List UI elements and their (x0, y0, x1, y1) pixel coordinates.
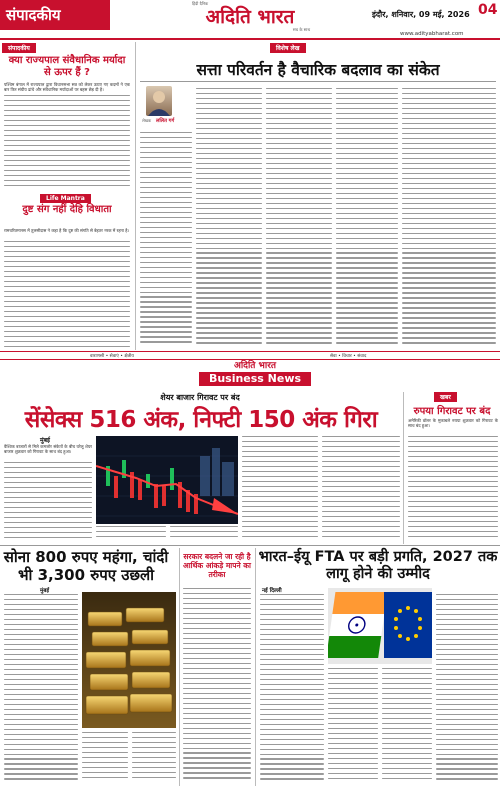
life-mantra-tab: Life Mantra (40, 194, 91, 203)
gold-body-col1 (4, 594, 78, 784)
masthead-brand (170, 1, 330, 31)
fta-body-col4 (436, 594, 498, 784)
website[interactable]: www.adityabharat.com (400, 31, 464, 37)
market-dateline: मुंबई (40, 437, 50, 444)
market-lead: वैश्विक बाजारों से मिले कमजोर संकेतों के बीच घरेलू शेयर बाजार शुक्रवार को गिरावट के साथ बंद हुआ। (4, 444, 92, 455)
market-body-col2 (96, 526, 166, 542)
section-title: संपादकीय (6, 6, 61, 24)
special-article-col2 (266, 88, 332, 346)
india-eu-flags-image (328, 588, 432, 664)
tax-body (183, 588, 251, 784)
rupee-divider (403, 392, 404, 544)
brand-small: हिंदी दैनिक (192, 1, 209, 6)
business-banner (185, 361, 325, 389)
masthead-rule (0, 38, 500, 40)
brand-logo: अदिति भारत (205, 6, 295, 28)
special-article-col3 (336, 88, 398, 346)
brand-tagline: सच के साथ (292, 27, 310, 32)
fta-dateline: नई दिल्ली (262, 588, 282, 594)
gold-body-col2 (82, 732, 128, 784)
market-chart-image (96, 436, 238, 524)
dateline: इंदौर, शनिवार, 09 मई, 2026 (372, 10, 470, 19)
gold-body-col3 (132, 732, 176, 784)
author-photo (146, 86, 172, 116)
tax-divider-right (255, 548, 256, 786)
market-kicker: शेयर बाजार गिरावट पर बंद (160, 393, 240, 402)
author-label: लेखक (142, 118, 152, 123)
footer-strip-right: सेवा • विचार • संवाद (330, 354, 367, 359)
author-name: ललित गर्ग (156, 118, 175, 124)
special-article-col0 (140, 132, 192, 346)
footer-strip (0, 351, 500, 360)
author-box (140, 86, 194, 128)
special-article-col4 (402, 88, 496, 346)
editorial-lead: पश्चिम बंगाल में राज्यपाल द्वारा विधानसभा सत्र को लेकर उठाए गए कदमों ने एक बार फिर संघीय ढांचे और संवैधानिक मर्यादाओं पर बहस छेड़ दी है। (4, 82, 130, 93)
market-headline: सेंसेक्स 516 अंक, निफ्टी 150 अंक गिरा (24, 407, 378, 433)
rupee-tab: खबर (434, 392, 457, 402)
rupee-body (408, 436, 498, 542)
business-title: Business News (199, 372, 311, 386)
business-brand: अदिति भारत (233, 361, 277, 371)
market-body-col1 (4, 462, 92, 542)
editorial-tab: संपादकीय (2, 43, 36, 53)
life-mantra-lead: रामचरितमानस में तुलसीदास ने कहा है कि दुष्ट की संगति से बेहतर नरक में रहना है। (4, 228, 130, 233)
market-body-col3 (170, 526, 238, 542)
rupee-headline: रुपया गिरावट पर बंद (413, 406, 491, 417)
editorial-headline: क्या राज्यपाल संवैधानिक मर्यादा से ऊपर हैं ? (8, 55, 126, 78)
rupee-lead: अमेरिकी डॉलर के मुकाबले रुपया शुक्रवार को गिरावट के साथ बंद हुआ। (408, 418, 498, 429)
gold-dateline: मुंबई (40, 588, 50, 594)
life-mantra-body (4, 241, 130, 349)
column-divider (135, 42, 136, 350)
special-headline-rule (140, 81, 496, 82)
lower-section-rule (0, 545, 500, 546)
page-number: 04 (478, 2, 498, 18)
special-article-headline: सत्ता परिवर्तन है वैचारिक बदलाव का संकेत (196, 61, 440, 79)
fta-body-col1 (260, 594, 324, 784)
life-mantra-headline: दुष्ट संग नहीं देहि विधाता (22, 204, 112, 215)
editorial-body (4, 95, 130, 190)
fta-body-col3 (382, 668, 432, 784)
market-body-col5 (322, 436, 400, 542)
market-body-col4 (242, 436, 318, 542)
tax-divider-left (179, 548, 180, 786)
gold-headline: सोना 800 रुपए महंगा, चांदी भी 3,300 रुपए उछली (3, 548, 169, 584)
gold-image (82, 592, 176, 728)
special-article-col1 (196, 88, 262, 346)
footer-strip-left: वाराणसी • सेवाएं • क्षेत्रीय (90, 354, 134, 359)
special-article-tab: विशेष लेख (270, 43, 306, 53)
fta-headline: भारत–ईयू FTA पर बड़ी प्रगति, 2027 तक लागू होने की उम्मीद (258, 549, 498, 582)
fta-body-col2 (328, 668, 378, 784)
tax-headline: सरकार बदलने जा रही है आर्थिक आंकड़े मापने का तरीका (183, 552, 251, 579)
section-title-bar (0, 0, 110, 30)
